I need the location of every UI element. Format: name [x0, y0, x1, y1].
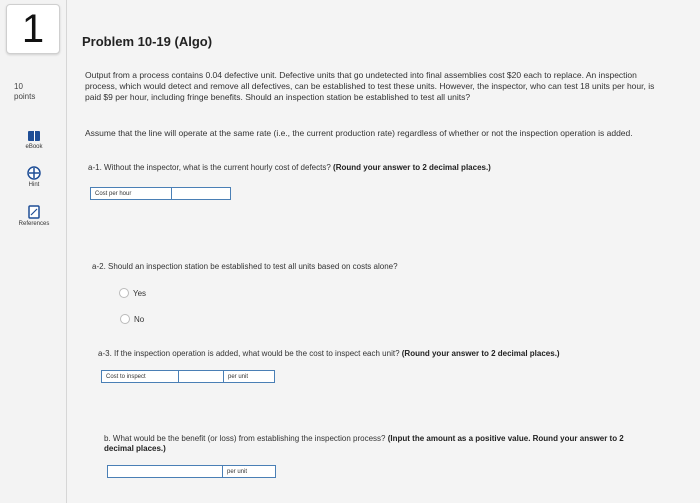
a3-input-label: Cost to inspect	[101, 370, 179, 383]
problem-assumption: Assume that the line will operate at the same rate (i.e., the current production rate) regardless of whether or not the inspection operation is added.	[85, 128, 633, 138]
references-icon	[27, 205, 41, 219]
question-a1-prompt: a-1. Without the inspector, what is the current hourly cost of defects?	[88, 163, 331, 172]
question-b-prompt: b. What would be the benefit (or loss) from establishing the inspection process?	[104, 434, 386, 443]
question-b-note: (Input the amount as a positive value. Round your answer to 2 decimal places.)	[104, 434, 624, 453]
question-a2	[92, 262, 398, 271]
a3-answer-row	[101, 370, 275, 383]
a2-option-no-label: No	[134, 314, 145, 324]
ebook-label: eBook	[25, 144, 43, 150]
hint-icon	[27, 166, 41, 180]
question-a3-note: (Round your answer to 2 decimal places.)	[401, 349, 560, 358]
question-a2-prompt: a-2. Should an inspection station be established to test all units based on costs alone?	[92, 262, 398, 271]
references-label: References	[18, 221, 50, 227]
a1-answer-row	[90, 187, 231, 200]
problem-intro: Output from a process contains 0.04 defective unit. Defective units that go undetected into final assemblies cost $20 each to replace. An inspection process, which would detect and remove all defectives, can be established to test these units. However, the inspector, who can test 18 units per hour, is paid $9 per hour, including fringe benefits. Should an inspection station be established to test all units?	[85, 70, 655, 102]
hint-label: Hint	[28, 182, 40, 188]
a3-unit-label: per unit	[224, 370, 275, 383]
question-number: 1	[21, 7, 45, 51]
b-answer-input[interactable]	[107, 465, 223, 478]
a2-option-yes-label: Yes	[133, 288, 147, 298]
radio-button-yes[interactable]	[119, 288, 129, 298]
a1-answer-input[interactable]	[172, 187, 231, 200]
book-icon	[27, 130, 41, 142]
a3-answer-input[interactable]	[179, 370, 224, 383]
question-a3-prompt: a-3. If the inspection operation is added, what would be the cost to inspect each unit?	[98, 349, 400, 358]
a1-input-label: Cost per hour	[90, 187, 172, 200]
references-button[interactable]	[12, 205, 56, 227]
question-number-box[interactable]	[6, 4, 60, 54]
question-a1-note: (Round your answer to 2 decimal places.)	[333, 163, 491, 172]
points-value: 10	[14, 82, 23, 91]
points-label: points	[14, 92, 36, 101]
a2-option-no[interactable]	[120, 314, 144, 324]
question-b	[104, 434, 624, 454]
question-a1	[88, 163, 491, 172]
radio-button-no[interactable]	[120, 314, 130, 324]
question-a3	[98, 349, 560, 358]
hint-button[interactable]	[12, 166, 56, 188]
problem-title: Problem 10-19 (Algo)	[82, 34, 213, 49]
b-unit-label: per unit	[223, 465, 276, 478]
points-indicator	[14, 82, 35, 102]
question-sidebar	[0, 0, 67, 503]
ebook-button[interactable]	[12, 130, 56, 150]
b-answer-row	[107, 465, 276, 478]
a2-option-yes[interactable]	[119, 288, 146, 298]
